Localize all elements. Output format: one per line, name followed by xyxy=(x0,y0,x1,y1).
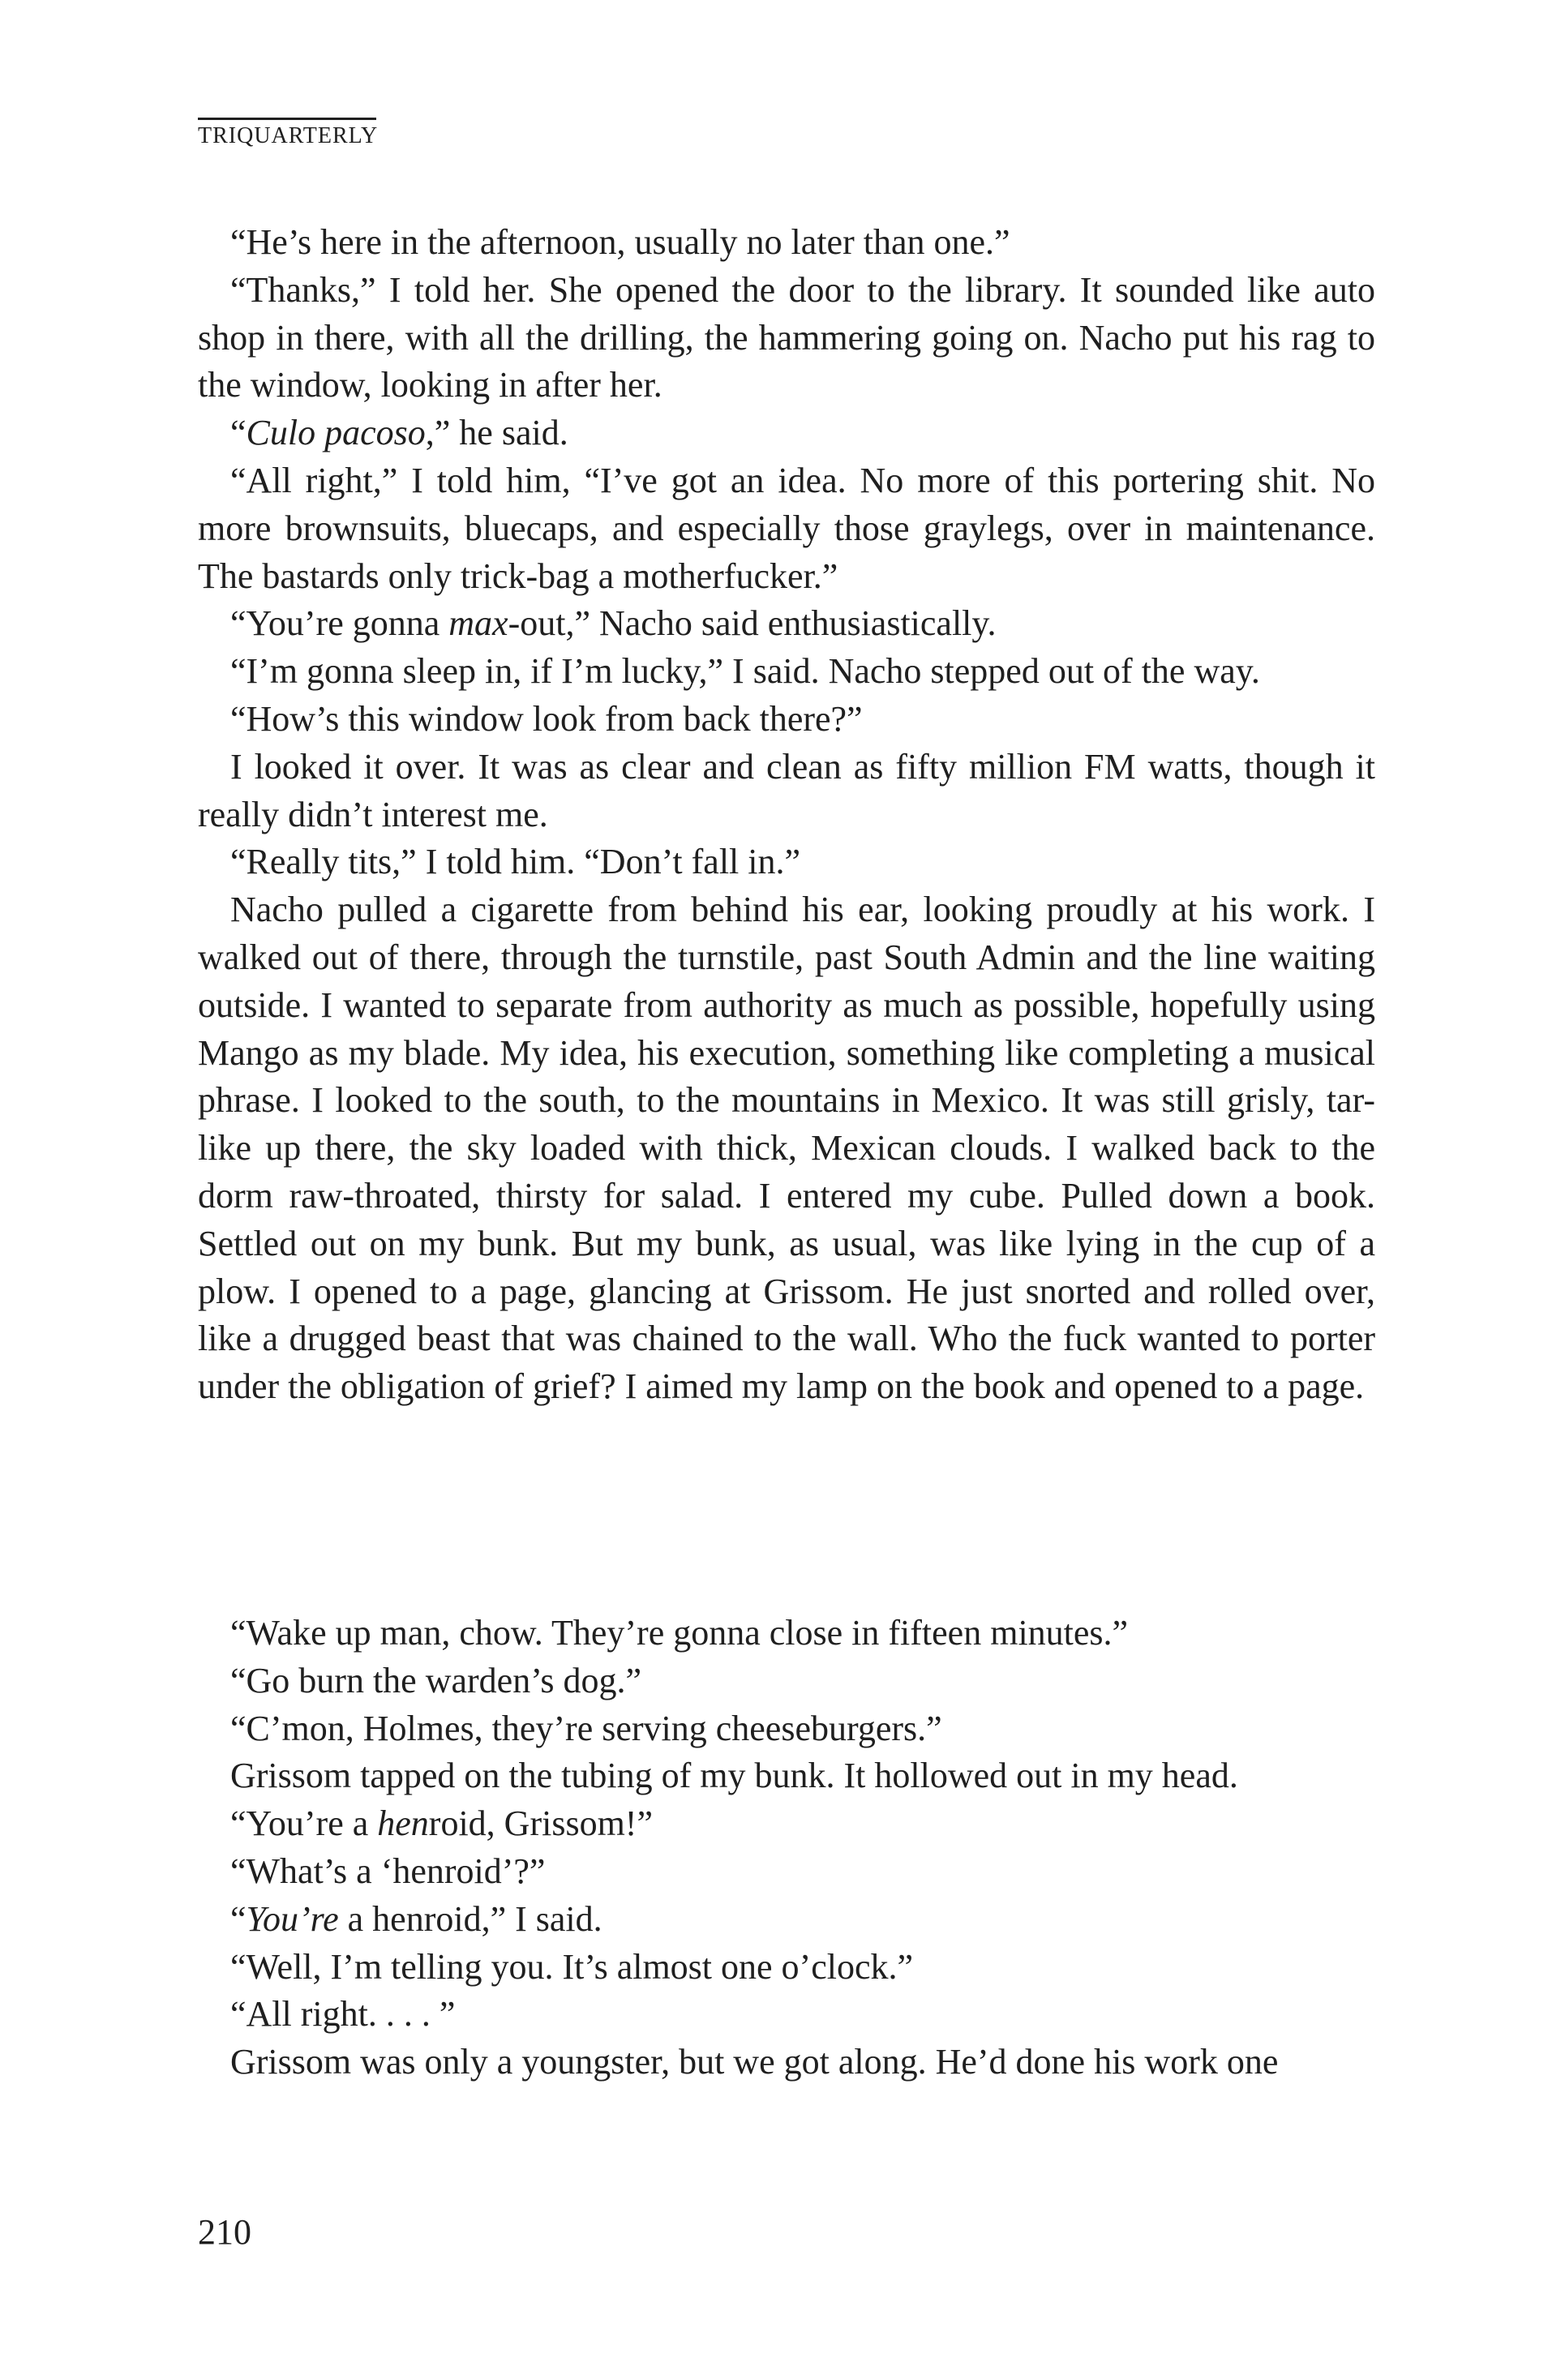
paragraph xyxy=(198,1991,1375,2039)
paragraph xyxy=(198,1848,1375,1896)
text-run: “Well, I’m telling you. It’s almost one o’clock.” xyxy=(230,1946,914,1987)
paragraph xyxy=(198,1800,1375,1848)
paragraph xyxy=(198,219,1375,267)
paragraph xyxy=(198,744,1375,839)
paragraph xyxy=(198,600,1375,648)
paragraph xyxy=(198,1752,1375,1800)
text-run: “I’m gonna sleep in, if I’m lucky,” I said. Nacho stepped out of the way. xyxy=(230,651,1260,692)
paragraph xyxy=(198,886,1375,1411)
paragraph xyxy=(198,410,1375,457)
paragraph xyxy=(198,838,1375,886)
text-run: “All right. . . . ” xyxy=(230,1994,456,2035)
paragraph xyxy=(198,648,1375,696)
text-run: “C’mon, Holmes, they’re serving cheeseburgers.” xyxy=(230,1708,942,1748)
text-block-2 xyxy=(198,1610,1375,2086)
text-block-1 xyxy=(198,219,1375,1411)
text-run: -out,” Nacho said enthusiastically. xyxy=(508,603,997,644)
text-run: ,” he said. xyxy=(425,413,568,453)
text-run: a henroid,” I said. xyxy=(338,1898,602,1939)
running-head-rule xyxy=(198,118,376,120)
italic-run: hen xyxy=(377,1803,429,1844)
text-run: “All right,” I told him, “I’ve got an idea. No more of this portering shit. No more brownsuits, bluecaps, and especially those graylegs, over in maintenance. The bastards only trick-bag a motherfucker.” xyxy=(198,460,1375,596)
text-run: “Wake up man, chow. They’re gonna close in fifteen minutes.” xyxy=(230,1613,1129,1653)
text-run: I looked it over. It was as clear and clean as fifty million FM watts, though it really didn’t interest me. xyxy=(198,746,1375,834)
text-run: “ xyxy=(230,1898,247,1939)
text-run: “How’s this window look from back there?” xyxy=(230,698,863,739)
paragraph xyxy=(198,1944,1375,1992)
text-run: Grissom tapped on the tubing of my bunk. It hollowed out in my head. xyxy=(230,1756,1238,1796)
text-run: “ xyxy=(230,413,247,453)
paragraph xyxy=(198,267,1375,410)
paragraph xyxy=(198,2039,1375,2086)
text-run: Nacho pulled a cigarette from behind his ear, looking proudly at his work. I walked out of there, through the turnstile, past South Admin and the line waiting outside. I wanted to separate from authority as much as possible, hopefully using Mango as my blade. My idea, his execution, something like completing a musical phrase. I looked to the south, to the mountains in Mexico. It was still grisly, tar-like up there, the sky loaded with thick, Mexican clouds. I walked back to the dorm raw-throated, thirsty for salad. I entered my cube. Pulled down a book. Settled out on my bunk. But my bunk, as usual, was like lying in the cup of a plow. I opened to a page, glancing at Grissom. He just snorted and rolled over, like a drugged beast that was chained to the wall. Who the fuck wanted to porter under the obligation of grief? I aimed my lamp on the book and opened to a page. xyxy=(198,890,1375,1407)
paragraph xyxy=(198,1657,1375,1705)
paragraph xyxy=(198,457,1375,600)
text-run: roid, Grissom!” xyxy=(428,1803,653,1844)
text-run: “He’s here in the afternoon, usually no later than one.” xyxy=(230,222,1010,262)
paragraph xyxy=(198,696,1375,744)
paragraph xyxy=(198,1610,1375,1657)
italic-run: Culo pacoso xyxy=(246,413,426,453)
running-head: TRIQUARTERLY xyxy=(198,123,379,148)
text-run: “You’re gonna xyxy=(230,603,449,644)
text-run: “Go burn the warden’s dog.” xyxy=(230,1660,642,1700)
text-run: “Thanks,” I told her. She opened the door to the library. It sounded like auto shop in there, with all the drilling, the hammering going on. Nacho put his rag to the window, looking in after her. xyxy=(198,269,1375,405)
text-run: “Really tits,” I told him. “Don’t fall in.” xyxy=(230,842,801,882)
text-run: “What’s a ‘henroid’?” xyxy=(230,1850,546,1891)
paragraph xyxy=(198,1705,1375,1753)
text-run: “You’re a xyxy=(230,1803,378,1844)
italic-run: max xyxy=(448,603,508,644)
paragraph xyxy=(198,1896,1375,1944)
page-number: 210 xyxy=(198,2212,251,2252)
italic-run: You’re xyxy=(246,1898,339,1939)
text-run: Grissom was only a youngster, but we got along. He’d done his work one xyxy=(230,2042,1279,2082)
